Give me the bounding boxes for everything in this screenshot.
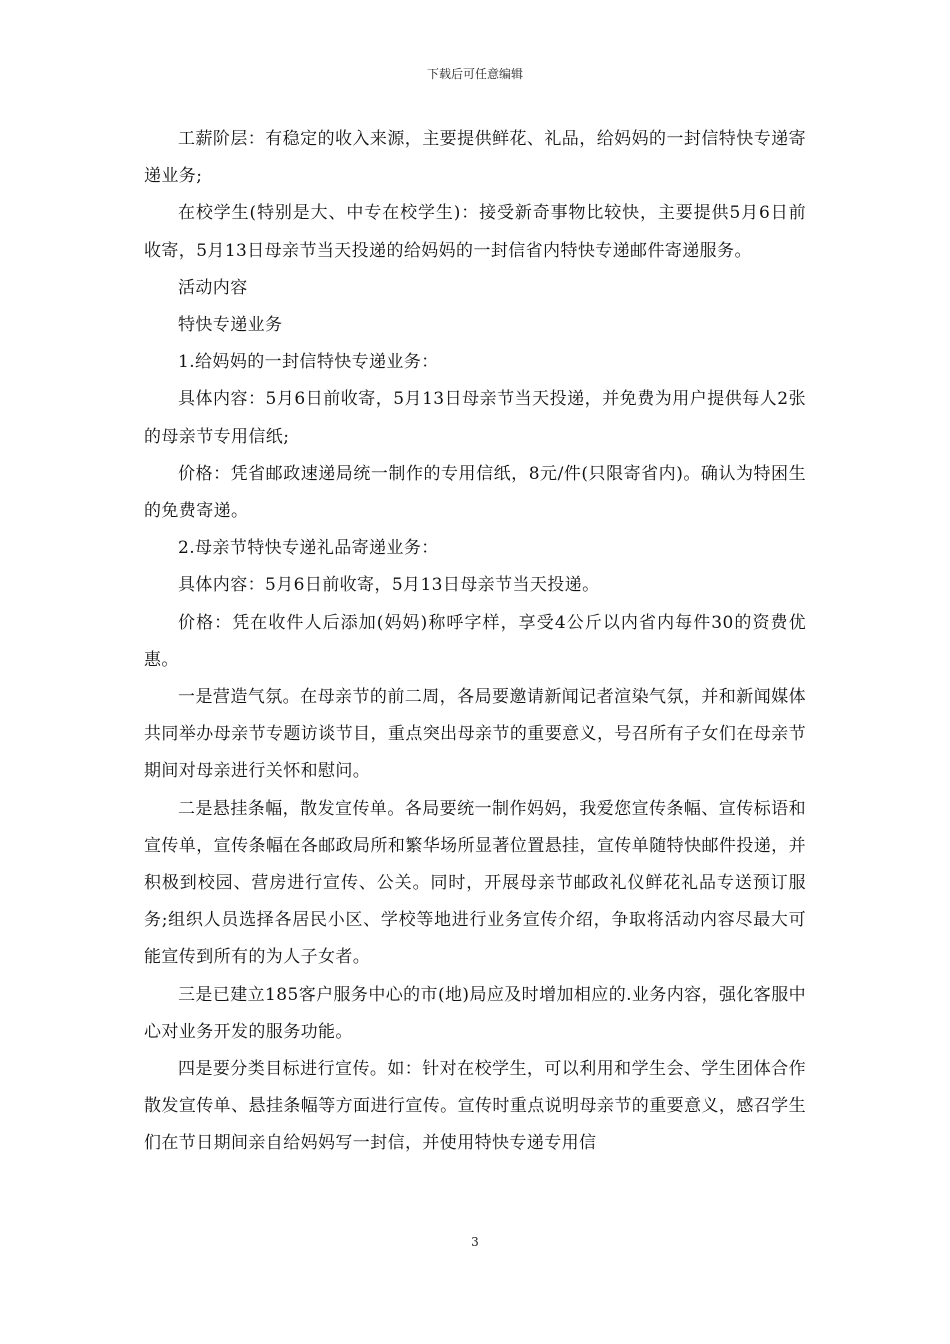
paragraph-students: 在校学生(特别是大、中专在校学生)：接受新奇事物比较快，主要提供5月6日前收寄，5月13日母亲节当天投递的给妈妈的一封信省内特快专递邮件寄递服务。 — [144, 203, 806, 261]
paragraph-letter-price: 价格：凭省邮政速递局统一制作的专用信纸，8元/件(只限寄省内)。确认为特困生的免费寄递。 — [144, 463, 806, 522]
document-body — [144, 121, 806, 1163]
item-gift-service: 2.母亲节特快专递礼品寄递业务： — [178, 538, 439, 559]
item-letter-service: 1.给妈妈的一封信特快专递业务： — [178, 352, 439, 373]
heading-express-service: 特快专递业务 — [178, 315, 283, 336]
paragraph-service-center: 三是已建立185客户服务中心的市(地)局应及时增加相应的.业务内容，强化客服中心对业务开发的服务功能。 — [144, 984, 806, 1042]
heading-activity-content: 活动内容 — [178, 277, 248, 298]
paragraph-banners: 二是悬挂条幅，散发宣传单。各局要统一制作妈妈，我爱您宣传条幅、宣传标语和宣传单，宣传条幅在各邮政局所和繁华场所显著位置悬挂，宣传单随特快邮件投递，并积极到校园、营房进行宣传、公关。同时，开展母亲节邮政礼仪鲜花礼品专送预订服务;组织人员选择各居民小区、学校等地进行业务宣传介绍，争取将活动内容尽最大可能宣传到所有的为人子女者。 — [144, 798, 806, 968]
paragraph-atmosphere: 一是营造气氛。在母亲节的前二周，各局要邀请新闻记者渲染气氛，并和新闻媒体共同举办母亲节专题访谈节目，重点突出母亲节的重要意义，号召所有子女们在母亲节期间对母亲进行关怀和慰问。 — [144, 687, 806, 782]
paragraph-gift-price: 价格：凭在收件人后添加(妈妈)称呼字样，享受4公斤以内省内每件30的资费优惠。 — [144, 612, 806, 670]
page-header: 下载后可任意编辑 — [426, 67, 523, 81]
paragraph-salaried: 工薪阶层：有稳定的收入来源，主要提供鲜花、礼品，给妈妈的一封信特快专递寄递业务; — [144, 129, 806, 187]
paragraph-targeted-promotion: 四是要分类目标进行宣传。如：针对在校学生，可以利用和学生会、学生团体合作散发宣传单、悬挂条幅等方面进行宣传。宣传时重点说明母亲节的重要意义，感召学生们在节日期间亲自给妈妈写一封信，并使用特快专递专用信 — [144, 1059, 806, 1154]
paragraph-gift-details: 具体内容：5月6日前收寄，5月13日母亲节当天投递。 — [178, 575, 600, 596]
paragraph-letter-details: 具体内容：5月6日前收寄，5月13日母亲节当天投递，并免费为用户提供每人2张的母亲节专用信纸; — [144, 389, 806, 447]
page-number: 3 — [471, 1235, 479, 1249]
